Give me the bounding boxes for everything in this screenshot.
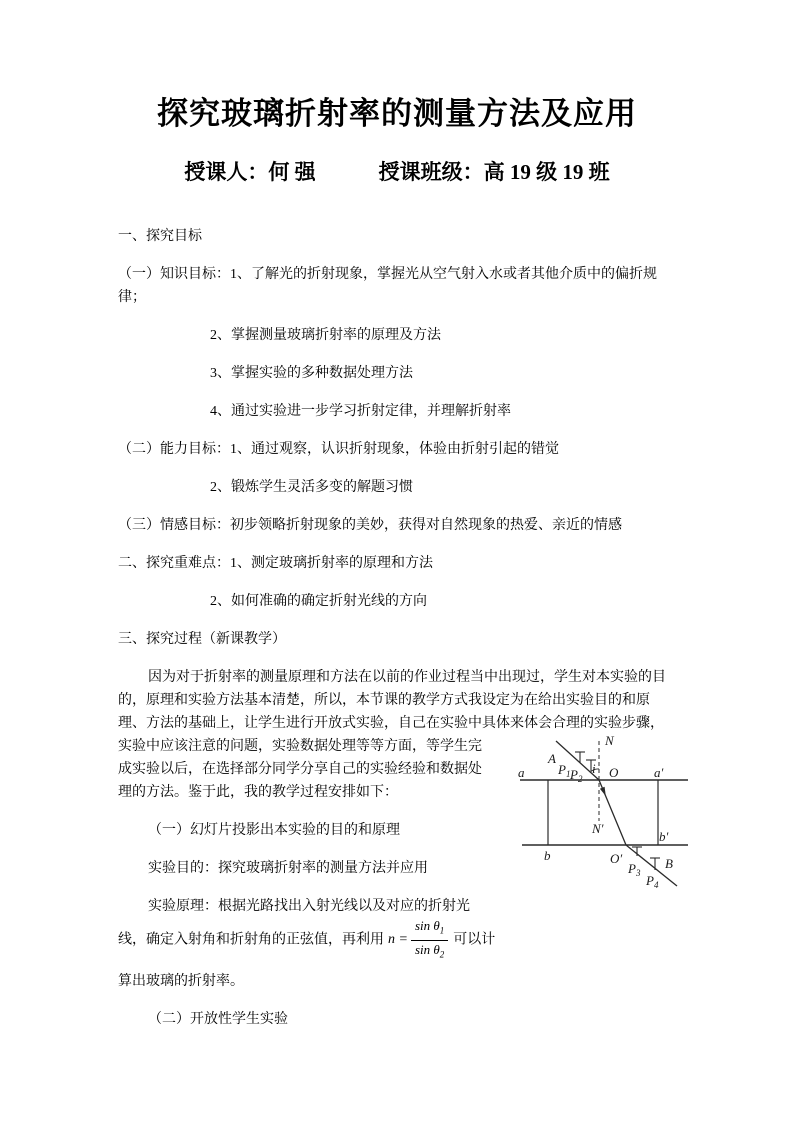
label-surface-a-prime: a′	[654, 765, 664, 780]
document-title: 探究玻璃折射率的测量方法及应用	[157, 96, 637, 131]
refraction-index-fraction: $\frac{\sin \theta_1}{\sin \theta_2}$	[411, 918, 448, 962]
text-line: 二、探究重难点：1、测定玻璃折射率的原理和方法	[118, 556, 433, 571]
text-line: （二）开放性学生实验	[148, 1012, 288, 1028]
text-line: （三）情感目标：初步领略折射现象的美妙，获得对自然现象的热爱、亲近的情感	[118, 518, 622, 533]
label-exit-point: O′	[610, 851, 623, 866]
text-line: （一）知识目标：1、了解光的折射现象，掌握光从空气射入水或者其他介质中的偏折规	[118, 267, 657, 282]
text-line: 的，原理和实验方法基本清楚，所以，本节课的教学方式我设定为在给出实验目的和原	[118, 693, 650, 708]
text-line: 实验中应该注意的问题，实验数据处理等等方面，等学生完	[118, 739, 482, 754]
text-line: 三、探究过程（新课教学）	[118, 632, 286, 647]
refraction-diagram	[512, 729, 692, 895]
text-line: 成实验以后，在选择部分同学分享自己的实验经验和数据处	[118, 762, 482, 777]
label-pin1: $P_1$	[558, 762, 571, 779]
text-line: （二）能力目标：1、通过观察，认识折射现象，体验由折射引起的错觉	[118, 442, 559, 457]
text-line: 3、掌握实验的多种数据处理方法	[210, 366, 413, 381]
label-incidence-angle: i	[592, 761, 596, 776]
text-line: 实验原理：根据光路找出入射光线以及对应的折射光	[148, 899, 470, 914]
text-line: 2、锻炼学生灵活多变的解题习惯	[210, 480, 413, 495]
ray-direction-arrow	[600, 787, 606, 796]
text-line: （一）幻灯片投影出本实验的目的和原理	[148, 823, 400, 838]
text-line: 2、如何准确的确定折射光线的方向	[210, 594, 427, 609]
text-line: 理的方法。鉴于此，我的教学过程安排如下：	[118, 785, 398, 800]
text-line: 算出玻璃的折射率。	[118, 974, 244, 990]
label-incidence-point: O	[609, 765, 619, 780]
label-normal-bottom: N′	[592, 821, 604, 836]
text-line: 实验目的：探究玻璃折射率的测量方法并应用	[148, 861, 428, 876]
pin-p4	[650, 858, 660, 870]
label-surface-b-prime: b′	[659, 829, 669, 844]
label-surface-a: a	[518, 765, 525, 780]
label-exit-ray: B	[665, 856, 673, 871]
label-normal-top: N	[605, 733, 614, 748]
label-pin3: $P_3$	[628, 861, 641, 878]
label-surface-b: b	[544, 848, 551, 863]
text-line: 一、探究目标	[118, 229, 202, 244]
pin-p1	[575, 752, 585, 763]
label-incident-ray: A	[548, 751, 556, 766]
document-byline: 授课人：何 强 授课班级：高 19 级 19 班	[184, 160, 610, 184]
text-line: 2、掌握测量玻璃折射率的原理及方法	[210, 328, 441, 343]
text-line: 律；	[118, 290, 146, 305]
text-line: 因为对于折射率的测量原理和方法在以前的作业过程当中出现过，学生对本实验的目	[148, 670, 666, 685]
label-pin4: $P_4$	[646, 873, 659, 890]
label-pin2: $P_2$	[570, 767, 583, 784]
text-line: 4、通过实验进一步学习折射定律，并理解折射率	[210, 404, 511, 419]
document-body	[118, 210, 680, 1031]
text-line: 理、方法的基础上，让学生进行开放式实验，自己在实验中具体来体会合理的实验步骤，	[118, 716, 664, 731]
formula-line: 线，确定入射角和折射角的正弦值，再利用 n = $\frac{\sin \theta_1}{\sin \theta_2}$ 可以计	[118, 918, 680, 962]
